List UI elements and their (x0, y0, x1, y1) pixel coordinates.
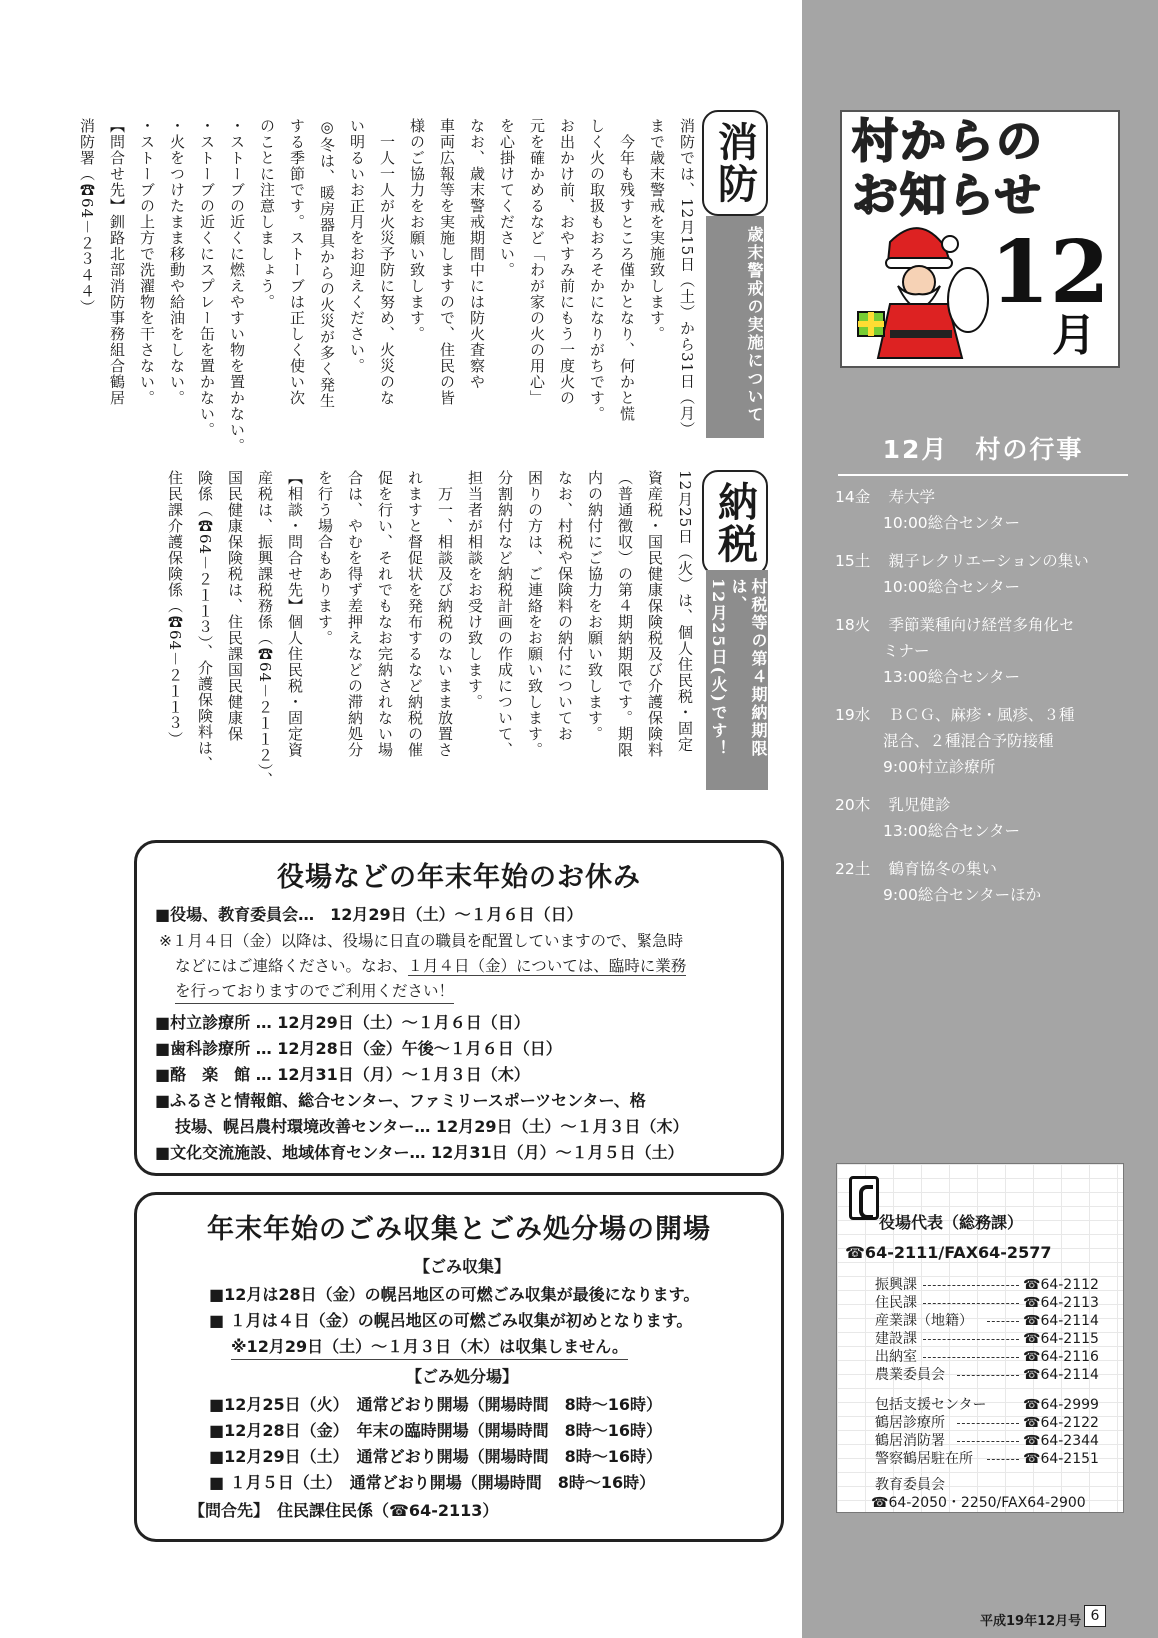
banner-month-kanji: 月 (1052, 310, 1096, 361)
event-item (835, 612, 1135, 690)
nozei-subtitle: 村税等の第４期納期限は、 12月25日(火)です！ (706, 570, 768, 790)
event-day: 22土 (835, 860, 871, 878)
event-detail: 9:00総合センターほか (883, 886, 1042, 904)
holidays-box (134, 840, 784, 1176)
nozei-heading: 納税 (702, 470, 768, 576)
events-title: 12月 村の行事 (838, 430, 1128, 476)
phone-row: 農業委員会 ☎64-2114 (875, 1367, 1099, 1383)
banner-month-number: 12 (990, 222, 1110, 323)
site-row: ■12月25日（火） 通常どおり開場（開場時間 8時～16時） (209, 1395, 663, 1414)
event-day: 14金 (835, 488, 871, 506)
phone-row: 警察鶴居駐在所 ☎64-2151 (875, 1451, 1099, 1467)
event-name: 季節業種向け経営多角化セ (888, 616, 1075, 634)
holiday-row: ■ふるさと情報館、総合センター、ファミリースポーツセンター、格 (155, 1091, 646, 1110)
site-row: ■12月29日（土） 通常どおり開場（開場時間 8時～16時） (209, 1447, 663, 1466)
title-banner (840, 110, 1120, 368)
event-item (835, 548, 1135, 600)
event-name: 寿大学 (888, 488, 936, 506)
events-list (835, 484, 1135, 920)
event-day: 18火 (835, 616, 871, 634)
collect-row: ■ １月は４日（金）の幌呂地区の可燃ごみ収集が初めとなります。 (209, 1311, 693, 1330)
holidays-title: 役場などの年末年始のお休み (277, 862, 641, 893)
phone-row: 振興課 ☎64-2112 (875, 1277, 1099, 1293)
holiday-row: ■酪 楽 館 … 12月31日（月）～１月３日（木） (155, 1065, 530, 1084)
phone-directory (836, 1163, 1124, 1513)
phone-icon (849, 1176, 879, 1220)
edu-number: ☎64-2050・2250/FAX64-2900 (871, 1495, 1086, 1511)
garbage-contact: 【問合先】 住民課住民係（☎64-2113） (189, 1501, 499, 1520)
event-item (835, 702, 1135, 780)
rep-number: ☎64-2111/FAX64-2577 (845, 1243, 1052, 1262)
phone-row: 建設課 ☎64-2115 (875, 1331, 1099, 1347)
phone-row: 産業課（地籍） ☎64-2114 (875, 1313, 1099, 1329)
shobo-heading: 消防 (702, 110, 768, 216)
event-detail: 13:00総合センター (883, 668, 1021, 686)
event-name: ＢＣＧ、麻疹・風疹、３種 (888, 706, 1075, 724)
site-heading: 【ごみ処分場】 (405, 1367, 518, 1386)
event-detail: 10:00総合センター (883, 514, 1021, 532)
banner-title-line2: お知らせ (852, 168, 1043, 222)
holiday-row: ■歯科診療所 … 12月28日（金）午後～１月６日（日） (155, 1039, 562, 1058)
event-day: 15土 (835, 552, 871, 570)
holiday-row: ■村立診療所 … 12月29日（土）～１月６日（日） (155, 1013, 530, 1032)
phone-row: 出納室 ☎64-2116 (875, 1349, 1099, 1365)
event-detail: 13:00総合センター (883, 822, 1021, 840)
banner-title-line1: 村からの (852, 114, 1044, 168)
event-day: 19水 (835, 706, 871, 724)
phone-row: 住民課 ☎64-2113 (875, 1295, 1099, 1311)
event-name-cont: ミナー (883, 642, 930, 660)
site-row: ■12月28日（金） 年末の臨時開場（開場時間 8時～16時） (209, 1421, 663, 1440)
phone-row: 鶴居診療所 ☎64-2122 (875, 1415, 1099, 1431)
event-name: 鶴育協冬の集い (888, 860, 998, 878)
event-item (835, 484, 1135, 536)
issue-label: 平成19年12月号 (980, 1614, 1082, 1629)
holiday-row: 技場、幌呂農村環境改善センター… 12月29日（土）～１月３日（木） (175, 1117, 689, 1136)
rep-title: 役場代表（総務課） (879, 1213, 1024, 1232)
holiday-note: を行っておりますのでご利用ください！ (175, 979, 454, 1004)
event-day: 20木 (835, 796, 871, 814)
edu-title: 教育委員会 (875, 1477, 945, 1493)
nozei-body: 12月25日（火）は、個人住民税・固定 資産税・国民健康保険税及び介護保険料 （普通徴収）の第４期納期限です。期限 内の納付にご協力をお願い致します。 なお、村税や保険料の納付についてお 困りの方は、ご連絡をお願い致します。 分割納付など納税計画の作成について、 担当者が相談をお受け致します。 万一、相談及び納税のないまま放置さ れますと督促状を発布するなど納税の催 促を行い、それでもなお完納されない場 合は、やむを得ず差押えなどの滞納処分 を行う場合もあります。 【相談・問合せ先】個人住民税・固定資 産税は、振興課税務係（☎64－２１１２）、 国民健康保険税は、住民課国民健康保 険係（☎64－２１１３）、介護保険料は、 住民課介護保険係（☎64－２１１３） (166, 470, 694, 788)
site-row: ■ １月５日（土） 通常どおり開場（開場時間 8時～16時） (209, 1473, 656, 1492)
event-detail: 10:00総合センター (883, 578, 1021, 596)
event-name: 親子レクリエーションの集い (888, 552, 1089, 570)
holiday-row: ■文化交流施設、地域体育センター… 12月31日（月）～１月５日（土） (155, 1143, 684, 1162)
phone-row: 鶴居消防署 ☎64-2344 (875, 1433, 1099, 1449)
collect-note: ※12月29日（土）～１月３日（木）は収集しません。 (231, 1335, 628, 1360)
page-number: 6 (1084, 1605, 1106, 1627)
garbage-box (134, 1192, 784, 1542)
event-detail: 9:00村立診療所 (883, 758, 996, 776)
phone-row: 包括支援センター ☎64-2999 (875, 1397, 1099, 1413)
collect-row: ■12月は28日（金）の幌呂地区の可燃ごみ収集が最後になります。 (209, 1285, 700, 1304)
holiday-row: ■役場、教育委員会… 12月29日（土）～１月６日（日） (155, 905, 583, 924)
collect-heading: 【ごみ収集】 (413, 1257, 510, 1276)
santa-illustration (850, 212, 990, 362)
shobo-subtitle: 歳末警戒の実施について (706, 216, 764, 438)
garbage-title: 年末年始のごみ収集とごみ処分場の開場 (207, 1214, 711, 1245)
event-item (835, 792, 1135, 844)
event-name: 乳児健診 (888, 796, 951, 814)
holiday-note: などにはご連絡ください。なお、１月４日（金）については、臨時に業務 (175, 957, 687, 975)
holiday-note: ※１月４日（金）以降は、役場に日直の職員を配置していますので、緊急時 (159, 932, 684, 950)
event-name-cont: 混合、２種混合予防接種 (883, 732, 1054, 750)
event-item (835, 856, 1135, 908)
shobo-body: 消防では、12月15日（土）から31日（月） まで歳末警戒を実施致します。 今年も残すところ僅かとなり、何かと慌 しく火の取扱もおろそかになりがちです。 お出かけ前、おやすみ前にもう一度火の 元を確かめるなど「わが家の火の用心」 を心掛けてください。 なお、歳末警戒期間中には防火査察や 車両広報等を実施しますので、住民の皆 様のご協力をお願い致します。 一人一人が火災予防に努め、火災のな い明るいお正月をお迎えください。 ◎冬は、暖房器具からの火災が多く発生 する季節です。ストーブは正しく使い次 のことに注意しましょう。 ・ストーブの近くに燃えやすい物を置かない。 ・ストーブの近くにスプレー缶を置かない。 ・火をつけたまま移動や給油をしない。 ・ストーブの上方で洗濯物を干さない。 【問合せ先】釧路北部消防事務組合鶴居 消防署（☎64－２３４４） (78, 118, 696, 454)
